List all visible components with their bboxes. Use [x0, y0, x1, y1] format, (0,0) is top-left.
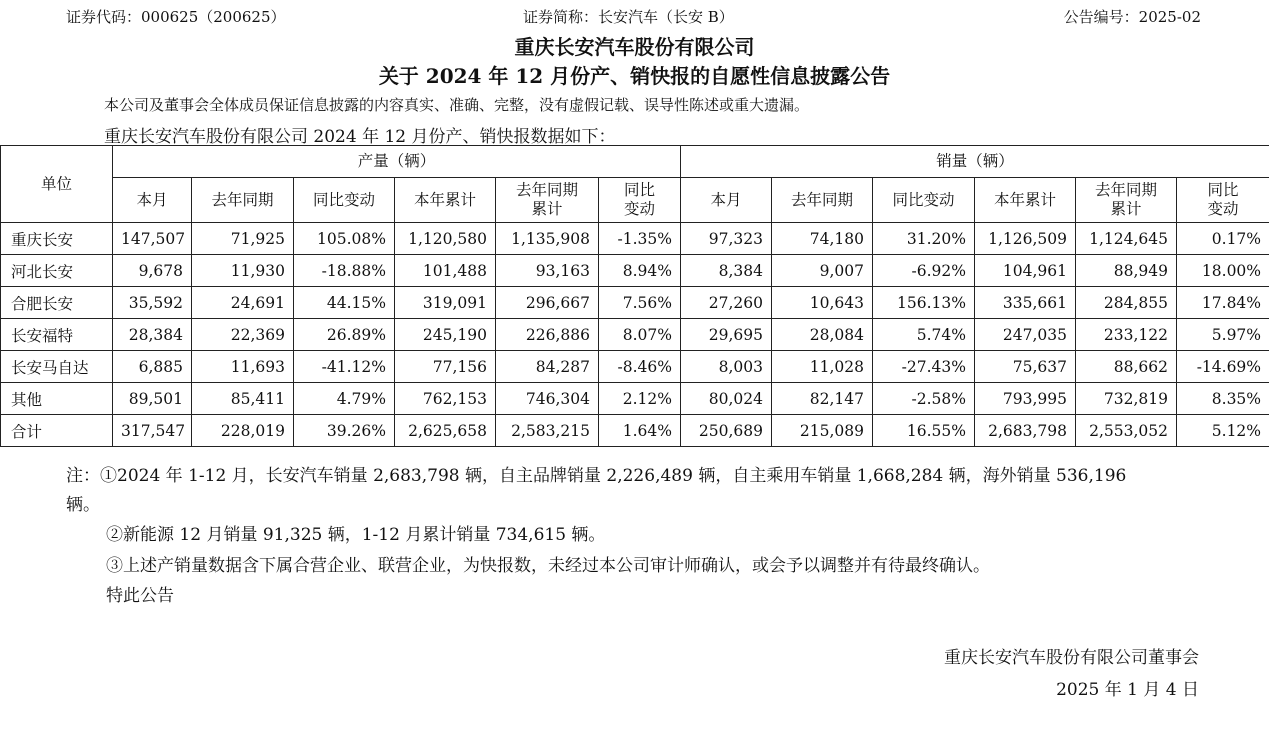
company-title: 重庆长安汽车股份有限公司 — [514, 35, 755, 59]
production-value-cell: 762,153 — [395, 383, 496, 415]
production-value-cell: -8.46% — [599, 351, 681, 383]
subheader-text: 同比 — [624, 181, 656, 199]
sales-value-cell: 0.17% — [1177, 223, 1269, 255]
production-value-cell: 7.56% — [599, 287, 681, 319]
sales-value-cell: 18.00% — [1177, 255, 1269, 287]
board-statement: 本公司及董事会全体成员保证信息披露的内容真实、准确、完整，没有虚假记载、误导性陈述或重大遗漏。 — [104, 96, 810, 114]
sales-value-cell: 1,126,509 — [975, 223, 1076, 255]
sales-value-cell: 31.20% — [873, 223, 975, 255]
production-value-cell: 8.94% — [599, 255, 681, 287]
production-value-cell: 1,135,908 — [496, 223, 599, 255]
closing-remark: 特此公告 — [106, 586, 174, 606]
production-value-cell: 4.79% — [294, 383, 395, 415]
production-sales-table — [0, 145, 1269, 447]
production-value-cell: 8.07% — [599, 319, 681, 351]
sales-value-cell: 9,007 — [772, 255, 873, 287]
sales-value-cell: 88,949 — [1076, 255, 1177, 287]
unit-header: 单位 — [1, 146, 113, 223]
sales-value-cell: 88,662 — [1076, 351, 1177, 383]
signature-company: 重庆长安汽车股份有限公司董事会 — [944, 648, 1199, 668]
table-row — [1, 415, 1269, 447]
production-value-cell: 105.08% — [294, 223, 395, 255]
sales-value-cell: 8,003 — [681, 351, 772, 383]
sales-value-cell: -2.58% — [873, 383, 975, 415]
sales-value-cell: 1,124,645 — [1076, 223, 1177, 255]
table-row — [1, 351, 1269, 383]
sales-value-cell: 97,323 — [681, 223, 772, 255]
production-value-cell: 22,369 — [192, 319, 294, 351]
production-value-cell: 2.12% — [599, 383, 681, 415]
production-value-cell: 226,886 — [496, 319, 599, 351]
subheader-text: 去年同期 — [791, 190, 854, 209]
unit-cell: 重庆长安 — [1, 223, 113, 255]
production-value-cell: -41.12% — [294, 351, 395, 383]
production-value-cell: 1.64% — [599, 415, 681, 447]
subheader-text: 变动 — [1207, 200, 1239, 218]
sales-value-cell: -6.92% — [873, 255, 975, 287]
note-1-continued: 辆。 — [66, 495, 100, 515]
production-value-cell: 39.26% — [294, 415, 395, 447]
sales-value-cell: 104,961 — [975, 255, 1076, 287]
sales-value-cell: 29,695 — [681, 319, 772, 351]
production-value-cell: 319,091 — [395, 287, 496, 319]
note-1: 注：①2024 年 1-12 月，长安汽车销量 2,683,798 辆，自主品牌销量 2,226,489 辆，自主乘用车销量 1,668,284 辆，海外销量 536,196 — [66, 466, 1127, 486]
table-row — [1, 255, 1269, 287]
production-value-cell: 147,507 — [113, 223, 192, 255]
production-value-cell: 228,019 — [192, 415, 294, 447]
sales-value-cell: 17.84% — [1177, 287, 1269, 319]
production-value-cell: 24,691 — [192, 287, 294, 319]
production-value-cell: 77,156 — [395, 351, 496, 383]
production-value-cell: 2,625,658 — [395, 415, 496, 447]
production-value-cell: -18.88% — [294, 255, 395, 287]
production-value-cell: 71,925 — [192, 223, 294, 255]
subheader-text: 本月 — [710, 190, 742, 209]
note-2: ②新能源 12 月销量 91,325 辆，1-12 月累计销量 734,615 辆。 — [106, 525, 606, 545]
production-subheader — [496, 178, 599, 223]
announcement-number: 公告编号：2025-02 — [1063, 8, 1201, 26]
production-subheader — [395, 178, 496, 223]
sales-value-cell: 215,089 — [772, 415, 873, 447]
sales-value-cell: 233,122 — [1076, 319, 1177, 351]
unit-cell: 其他 — [1, 383, 113, 415]
subheader-text: 累计 — [531, 200, 563, 218]
announcement-title: 关于 2024 年 12 月份产、销快报的自愿性信息披露公告 — [378, 64, 891, 88]
sales-value-cell: 80,024 — [681, 383, 772, 415]
production-value-cell: 28,384 — [113, 319, 192, 351]
sales-value-cell: 5.74% — [873, 319, 975, 351]
subheader-text: 去年同期 — [515, 181, 578, 199]
sales-value-cell: 8.35% — [1177, 383, 1269, 415]
sales-value-cell: 247,035 — [975, 319, 1076, 351]
subheader-text: 去年同期 — [1095, 181, 1158, 199]
subheader-text: 同比变动 — [892, 190, 955, 209]
sales-value-cell: -14.69% — [1177, 351, 1269, 383]
table-row — [1, 287, 1269, 319]
unit-cell: 长安福特 — [1, 319, 113, 351]
production-value-cell: 11,930 — [192, 255, 294, 287]
sales-subheader — [975, 178, 1076, 223]
sales-value-cell: -27.43% — [873, 351, 975, 383]
production-value-cell: 93,163 — [496, 255, 599, 287]
sales-subheader — [1076, 178, 1177, 223]
table-row — [1, 319, 1269, 351]
sales-subheader — [1177, 178, 1269, 223]
production-subheader — [192, 178, 294, 223]
unit-cell: 河北长安 — [1, 255, 113, 287]
production-value-cell: 746,304 — [496, 383, 599, 415]
sales-value-cell: 75,637 — [975, 351, 1076, 383]
unit-cell: 合计 — [1, 415, 113, 447]
production-value-cell: 11,693 — [192, 351, 294, 383]
sales-value-cell: 27,260 — [681, 287, 772, 319]
sales-value-cell: 732,819 — [1076, 383, 1177, 415]
production-value-cell: 101,488 — [395, 255, 496, 287]
sales-value-cell: 250,689 — [681, 415, 772, 447]
subheader-text: 本年累计 — [994, 190, 1057, 209]
sales-value-cell: 793,995 — [975, 383, 1076, 415]
subheader-text: 变动 — [624, 200, 656, 218]
sales-value-cell: 284,855 — [1076, 287, 1177, 319]
sub-header-row — [1, 178, 1269, 223]
production-value-cell: 1,120,580 — [395, 223, 496, 255]
unit-cell: 合肥长安 — [1, 287, 113, 319]
production-value-cell: 317,547 — [113, 415, 192, 447]
sales-value-cell: 10,643 — [772, 287, 873, 319]
sales-value-cell: 5.97% — [1177, 319, 1269, 351]
production-subheader — [113, 178, 192, 223]
production-value-cell: 296,667 — [496, 287, 599, 319]
sales-value-cell: 335,661 — [975, 287, 1076, 319]
production-value-cell: 84,287 — [496, 351, 599, 383]
sales-subheader — [681, 178, 772, 223]
production-value-cell: 9,678 — [113, 255, 192, 287]
subheader-text: 本月 — [136, 190, 168, 209]
production-value-cell: 2,583,215 — [496, 415, 599, 447]
sales-value-cell: 5.12% — [1177, 415, 1269, 447]
production-header: 产量（辆） — [113, 146, 681, 178]
sales-value-cell: 8,384 — [681, 255, 772, 287]
subheader-text: 累计 — [1110, 200, 1142, 218]
production-value-cell: 85,411 — [192, 383, 294, 415]
production-subheader — [294, 178, 395, 223]
production-value-cell: -1.35% — [599, 223, 681, 255]
data-intro: 重庆长安汽车股份有限公司 2024 年 12 月份产、销快报数据如下： — [104, 127, 616, 147]
sales-value-cell: 156.13% — [873, 287, 975, 319]
sales-value-cell: 74,180 — [772, 223, 873, 255]
sales-subheader — [873, 178, 975, 223]
production-value-cell: 35,592 — [113, 287, 192, 319]
signature-date: 2025 年 1 月 4 日 — [1056, 680, 1199, 700]
unit-cell: 长安马自达 — [1, 351, 113, 383]
subheader-text: 同比 — [1207, 181, 1239, 199]
production-subheader — [599, 178, 681, 223]
sales-value-cell: 82,147 — [772, 383, 873, 415]
production-value-cell: 6,885 — [113, 351, 192, 383]
production-value-cell: 245,190 — [395, 319, 496, 351]
sales-value-cell: 11,028 — [772, 351, 873, 383]
production-value-cell: 89,501 — [113, 383, 192, 415]
table-row — [1, 383, 1269, 415]
sales-value-cell: 16.55% — [873, 415, 975, 447]
sales-value-cell: 2,553,052 — [1076, 415, 1177, 447]
subheader-text: 本年累计 — [413, 190, 476, 209]
stock-name: 证券简称：长安汽车（长安 B） — [523, 8, 734, 26]
table-body — [1, 223, 1269, 447]
table-row — [1, 223, 1269, 255]
sales-value-cell: 28,084 — [772, 319, 873, 351]
stock-code: 证券代码：000625（200625） — [66, 8, 286, 26]
sales-header: 销量（辆） — [681, 146, 1269, 178]
sales-value-cell: 2,683,798 — [975, 415, 1076, 447]
production-value-cell: 26.89% — [294, 319, 395, 351]
note-3: ③上述产销量数据含下属合营企业、联营企业，为快报数，未经过本公司审计师确认，或会予以调整并有待最终确认。 — [106, 556, 990, 576]
subheader-text: 去年同期 — [211, 190, 274, 209]
production-value-cell: 44.15% — [294, 287, 395, 319]
subheader-text: 同比变动 — [312, 190, 375, 209]
sales-subheader — [772, 178, 873, 223]
